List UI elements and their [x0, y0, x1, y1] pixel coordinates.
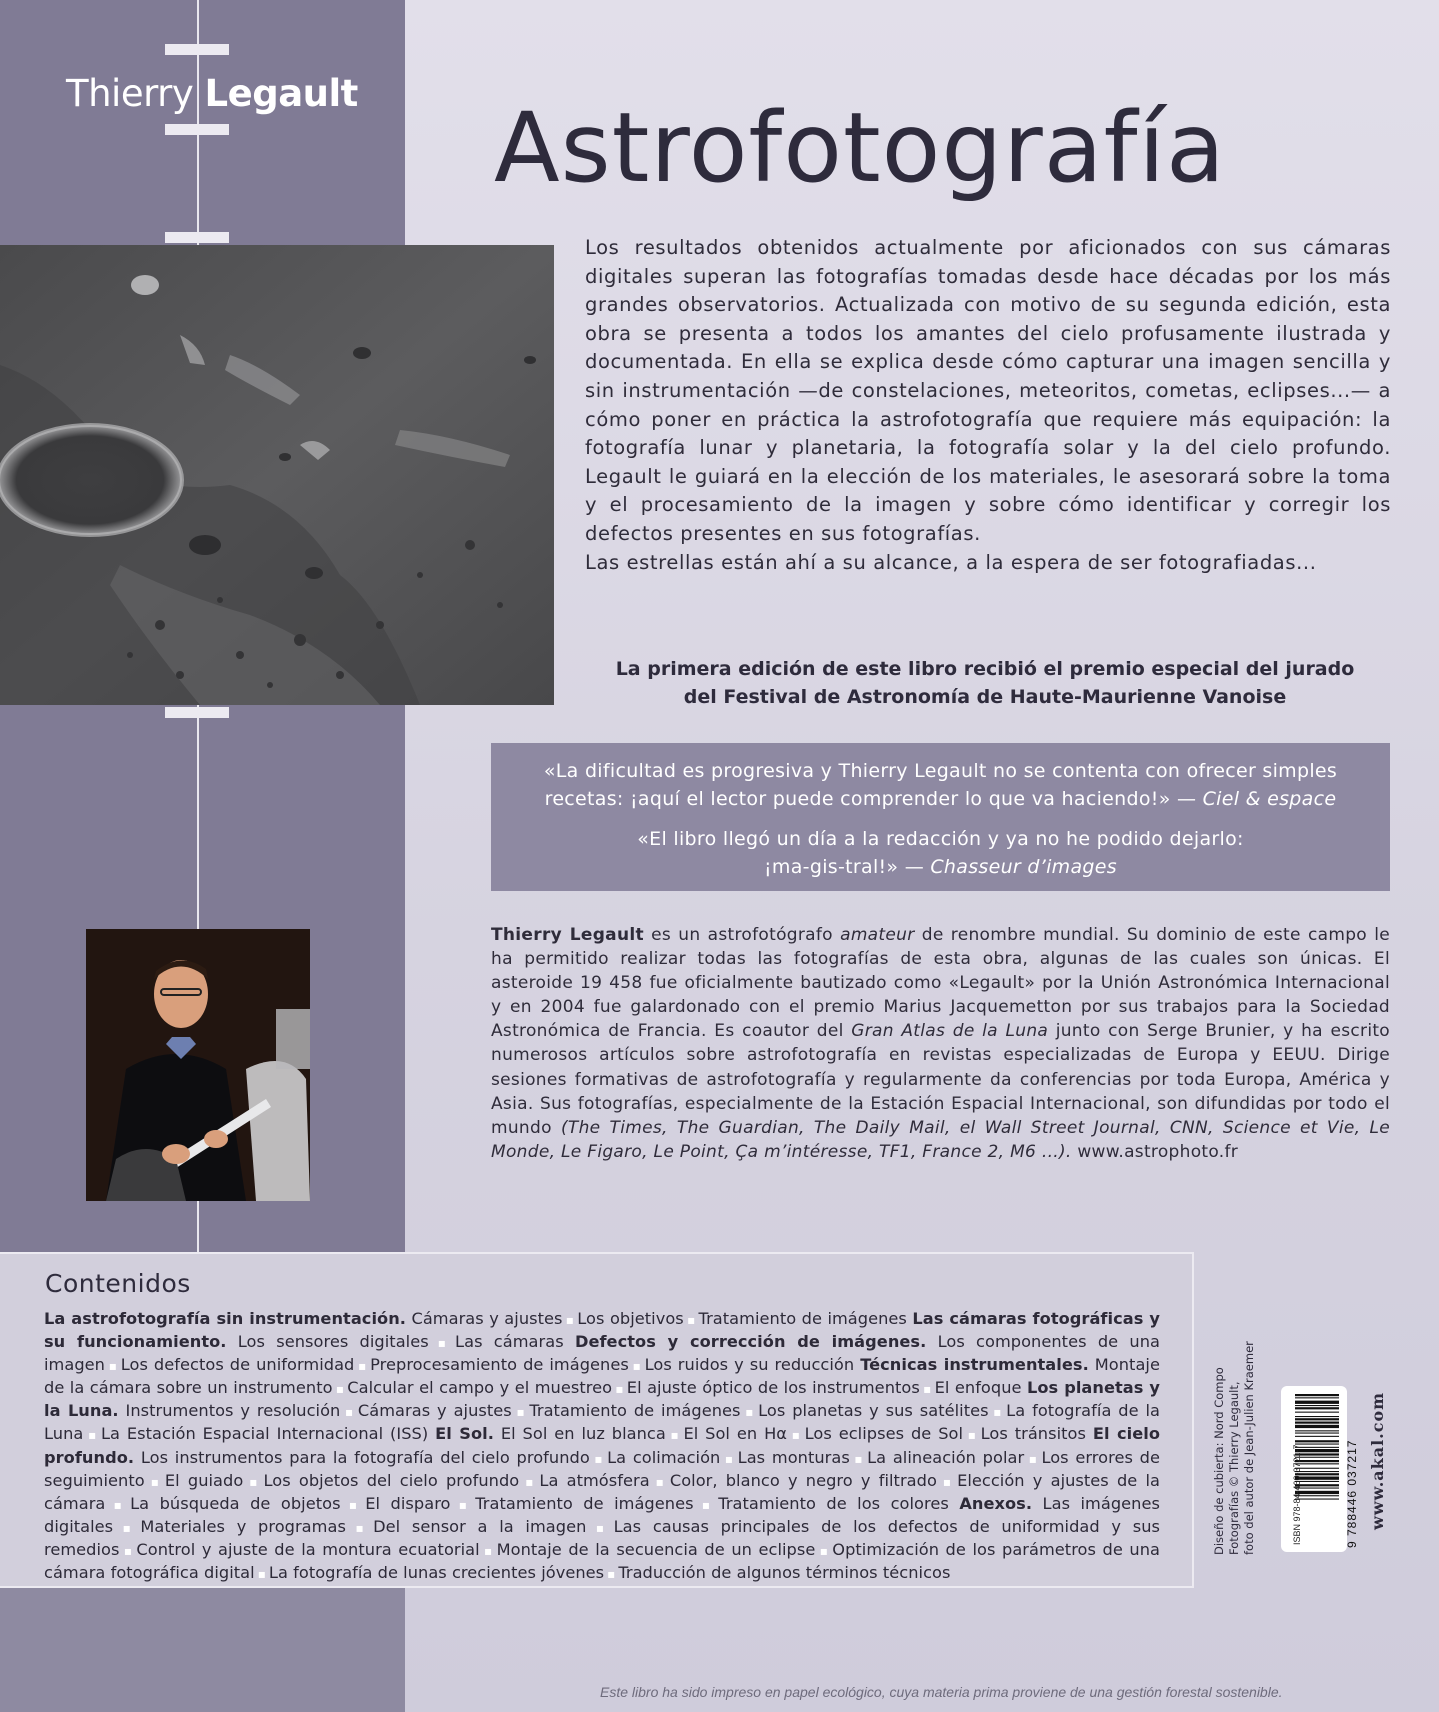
bullet-icon: ▪	[431, 1336, 453, 1351]
award-note	[560, 655, 1410, 711]
bio-media-list: (The Times, The Guardian, The Daily Mail, el Wall Street Journal, CNN, Science et Vie, Le Monde, Le Figaro, Le Point, Ça m’intéresse, TF1, France 2, M6 ...).	[491, 1117, 1390, 1162]
bullet-icon: ▪	[631, 1359, 642, 1374]
bullet-icon: ▪	[257, 1567, 266, 1582]
book-description	[585, 234, 1391, 577]
contents-item: Los ruidos y su reducción	[644, 1355, 855, 1375]
bullet-icon: ▪	[592, 1451, 605, 1466]
contents-item: Los eclipses de Sol	[804, 1424, 964, 1444]
quote-line	[491, 853, 1390, 881]
author-first-name: Thierry	[66, 72, 194, 115]
contents-item: Las imágenes digitales	[44, 1493, 1160, 1536]
bullet-icon: ▪	[696, 1497, 716, 1512]
barcode-box	[1281, 1386, 1347, 1552]
contents-item: Los planetas y sus satélites	[758, 1401, 989, 1421]
moon-surface-photo	[0, 245, 554, 705]
contents-section-heading: Las cámaras fotográficas y su funcionamiento.	[44, 1309, 1160, 1352]
contents-section-heading: Defectos y corrección de imágenes.	[574, 1332, 927, 1352]
contents-item: Tratamiento de imágenes	[698, 1309, 907, 1328]
bio-book-title: Gran Atlas de la Luna	[851, 1021, 1049, 1042]
eco-paper-note: Este libro ha sido impreso en papel ecológico, cuya materia prima proviene de una gestión forestal sostenible.	[600, 1684, 1283, 1700]
bullet-icon: ▪	[589, 1520, 611, 1535]
contents-section-heading: La astrofotografía sin instrumentación.	[44, 1309, 406, 1328]
contents-item: Las causas principales de los defectos de uniformidad y sus remedios	[44, 1516, 1160, 1559]
contents-section-heading: El Sol.	[435, 1424, 494, 1444]
author-last-name: Legault	[204, 72, 358, 115]
contents-item: Tratamiento de imágenes	[475, 1493, 694, 1513]
bullet-icon: ▪	[723, 1451, 735, 1466]
credit-line: Diseño de cubierta: Nord Compo	[1212, 1367, 1226, 1555]
bullet-icon: ▪	[116, 1520, 138, 1535]
contents-item: Montaje de la cámara sobre un instrumento	[44, 1355, 1160, 1398]
bullet-icon: ▪	[565, 1313, 575, 1327]
quote-source: Chasseur d’images	[930, 856, 1117, 878]
bio-website: www.astrophoto.fr	[1071, 1141, 1239, 1162]
bullet-icon: ▪	[246, 1474, 261, 1489]
bullet-icon: ▪	[607, 1567, 616, 1582]
contents-item: El enfoque	[934, 1378, 1022, 1398]
contents-item: Los errores de seguimiento	[44, 1447, 1161, 1490]
bullet-icon: ▪	[348, 1520, 371, 1535]
contents-item: La fotografía de la Luna	[44, 1401, 1161, 1444]
bullet-icon: ▪	[453, 1497, 473, 1512]
barcode-digits: 9 788446 037217	[1345, 1439, 1359, 1548]
bio-author-name: Thierry Legault	[491, 925, 644, 945]
contents-item: Los objetivos	[577, 1309, 684, 1328]
award-line: del Festival de Astronomía de Haute-Maurienne Vanoise	[683, 686, 1287, 708]
quote-line	[491, 785, 1390, 813]
contents-item: La fotografía de lunas crecientes jóvenes	[268, 1563, 605, 1583]
contents-item: Preprocesamiento de imágenes	[370, 1355, 629, 1375]
guide-tick	[165, 707, 229, 718]
bullet-icon: ▪	[482, 1543, 494, 1558]
guide-tick	[165, 232, 229, 243]
bullet-icon: ▪	[108, 1497, 128, 1512]
contents-item: Los instrumentos para la fotografía del cielo profundo	[140, 1447, 590, 1467]
description-paragraph: Los resultados obtenidos actualmente por aficionados con sus cámaras digitales superan las fotografías tomadas desde hace décadas por los más grandes observatorios. Actualizada con motivo de su segunda edición, esta obra se presenta a todos los amantes del cielo profusamente ilustrada y documentada. En ella se explica desde cómo capturar una imagen sencilla y sin instrumentación —de constelaciones, meteoritos, cometas, eclipses...— a cómo poner en práctica la astrofotografía que requiere más equipación: la fotografía lunar y planetaria, la fotografía solar y la del cielo profundo. Legault le guiará en la elección de los materiales, le asesorará sobre la toma y el procesamiento de la imagen y sobre cómo identificar y corregir los defectos presentes en sus fotografías.	[585, 236, 1391, 545]
bullet-icon: ▪	[852, 1451, 865, 1466]
bio-text: de renombre mundial. Su dominio de este campo le ha permitido realizar todas las fotografías de esta obra, algunas de las cuales son únicas. El asteroide 19 458 fue oficialmente bautizado como «Legault» por la Unión Astronómica Internacional y en 2004 fue galardonado con el premio Marius Jacquemetton por sus trabajos para la Sociedad Astronómica de Francia. Es coautor del	[491, 925, 1390, 1042]
bullet-icon: ▪	[86, 1428, 98, 1443]
guide-tick	[165, 44, 229, 55]
press-quote	[491, 757, 1390, 813]
quote-line: «El libro llegó un día a la redacción y ya no he podido dejarlo:	[637, 828, 1244, 850]
contents-item: Del sensor a la imagen	[373, 1516, 587, 1536]
contents-item: Materiales y programas	[140, 1516, 346, 1536]
contents-item: Los tránsitos	[980, 1424, 1086, 1444]
contents-title: Contenidos	[45, 1269, 191, 1298]
quote-source: Ciel & espace	[1202, 788, 1337, 810]
contents-item: Cámaras y ajustes	[411, 1309, 563, 1328]
bullet-icon: ▪	[107, 1359, 118, 1374]
contents-section-heading: El cielo profundo.	[44, 1424, 1161, 1467]
contents-list	[44, 1308, 1160, 1585]
contents-section-heading: Los planetas y la Luna.	[44, 1378, 1161, 1421]
bullet-icon: ▪	[147, 1474, 162, 1489]
bullet-icon: ▪	[652, 1474, 667, 1489]
contents-item: Los defectos de uniformidad	[120, 1355, 355, 1375]
contents-item: La atmósfera	[539, 1470, 650, 1490]
contents-item: El disparo	[365, 1493, 451, 1513]
moon-surface-illustration	[0, 245, 554, 705]
contents-item: Traducción de algunos términos técnicos	[618, 1563, 951, 1583]
contents-item: Tratamiento de los colores	[718, 1493, 949, 1513]
quote-text: recetas: ¡aquí el lector puede comprender lo que va haciendo!» —	[544, 788, 1197, 810]
award-line: La primera edición de este libro recibió el premio especial del jurado	[615, 658, 1355, 680]
bullet-icon: ▪	[922, 1382, 932, 1397]
contents-item: Color, blanco y negro y filtrado	[669, 1470, 937, 1490]
bio-amateur: amateur	[840, 925, 915, 945]
bullet-icon: ▪	[343, 1405, 355, 1420]
bullet-icon: ▪	[743, 1405, 756, 1420]
contents-item: El ajuste óptico de los instrumentos	[626, 1378, 920, 1398]
author-photo-illustration	[86, 929, 310, 1201]
contents-item: Instrumentos y resolución	[125, 1401, 341, 1421]
contents-item: Montaje de la secuencia de un eclipse	[496, 1539, 816, 1559]
contents-item: El Sol en luz blanca	[500, 1424, 666, 1444]
quote-line: «La dificultad es progresiva y Thierry Legault no se contenta con ofrecer simples	[543, 760, 1338, 782]
contents-item: Los componentes de una imagen	[44, 1332, 1161, 1375]
credit-line: foto del autor de Jean-Julien Kraemer	[1242, 1341, 1256, 1555]
contents-item: Los objetos del cielo profundo	[263, 1470, 520, 1490]
contents-item: La Estación Espacial Internacional (ISS)	[100, 1424, 429, 1444]
contents-item: La búsqueda de objetos	[130, 1493, 341, 1513]
contents-item: Tratamiento de imágenes	[529, 1401, 741, 1421]
press-quote	[491, 825, 1390, 881]
isbn-label: ISBN 978-84-460-3721-7	[1292, 1444, 1302, 1545]
barcode-icon	[1281, 1386, 1347, 1552]
credit-line: Fotografías © Thierry Legault,	[1227, 1381, 1241, 1555]
contents-item: Las cámaras	[455, 1332, 564, 1352]
bullet-icon: ▪	[343, 1497, 363, 1512]
bullet-icon: ▪	[668, 1428, 681, 1443]
bullet-icon: ▪	[122, 1543, 134, 1558]
description-closing: Las estrellas están ahí a su alcance, a la espera de ser fotografiadas...	[585, 550, 1317, 574]
contents-section-heading: Anexos.	[959, 1493, 1033, 1513]
guide-tick	[165, 124, 229, 135]
bullet-icon: ▪	[1027, 1451, 1039, 1466]
bullet-icon: ▪	[790, 1428, 802, 1443]
bullet-icon: ▪	[818, 1543, 830, 1558]
quote-text: ¡ma-gis-tral!» —	[764, 856, 924, 878]
contents-section-heading: Técnicas instrumentales.	[860, 1355, 1089, 1375]
author-bio	[491, 923, 1390, 1164]
contents-item: Los sensores digitales	[237, 1332, 429, 1352]
bullet-icon: ▪	[991, 1405, 1004, 1420]
contents-item: El guiado	[164, 1470, 244, 1490]
cover-credits	[1212, 1341, 1257, 1555]
bullet-icon: ▪	[522, 1474, 537, 1489]
contents-item: El Sol en Hα	[683, 1424, 788, 1444]
contents-item: Optimización de los parámetros de una cámara fotográfica digital	[44, 1539, 1161, 1583]
bullet-icon: ▪	[966, 1428, 978, 1443]
bullet-icon: ▪	[514, 1405, 527, 1420]
contents-item: Elección y ajustes de la cámara	[44, 1470, 1161, 1513]
contents-item: Calcular el campo y el muestreo	[347, 1378, 613, 1398]
author-logo	[66, 72, 358, 115]
contents-item: La colimación	[607, 1447, 721, 1467]
book-title: Astrofotografía	[494, 92, 1226, 204]
contents-item: La alineación polar	[867, 1447, 1025, 1467]
bullet-icon: ▪	[939, 1474, 955, 1489]
bullet-icon: ▪	[686, 1313, 696, 1327]
publisher-website: www.akal.com	[1368, 1391, 1387, 1530]
bio-text: junto con Serge Brunier, y ha escrito numerosos artículos sobre astrofotografía en revistas especializadas de Europa y EEUU. Dirige sesiones formativas de astrofotografía y regularmente da conferencias por toda Europa, América y Asia. Sus fotografías, especialmente de la Estación Espacial Internacional, son difundidas por todo el mundo	[491, 1021, 1391, 1138]
contents-item: Las monturas	[737, 1447, 850, 1467]
author-photo	[86, 929, 310, 1201]
contents-item: Cámaras y ajustes	[357, 1401, 512, 1421]
bullet-icon: ▪	[615, 1382, 624, 1397]
bullet-icon: ▪	[357, 1359, 368, 1374]
contents-item: Control y ajuste de la montura ecuatorial	[136, 1539, 480, 1559]
press-quotes-box	[491, 743, 1390, 891]
bio-text: es un astrofotógrafo	[643, 925, 841, 945]
bullet-icon: ▪	[335, 1382, 345, 1397]
